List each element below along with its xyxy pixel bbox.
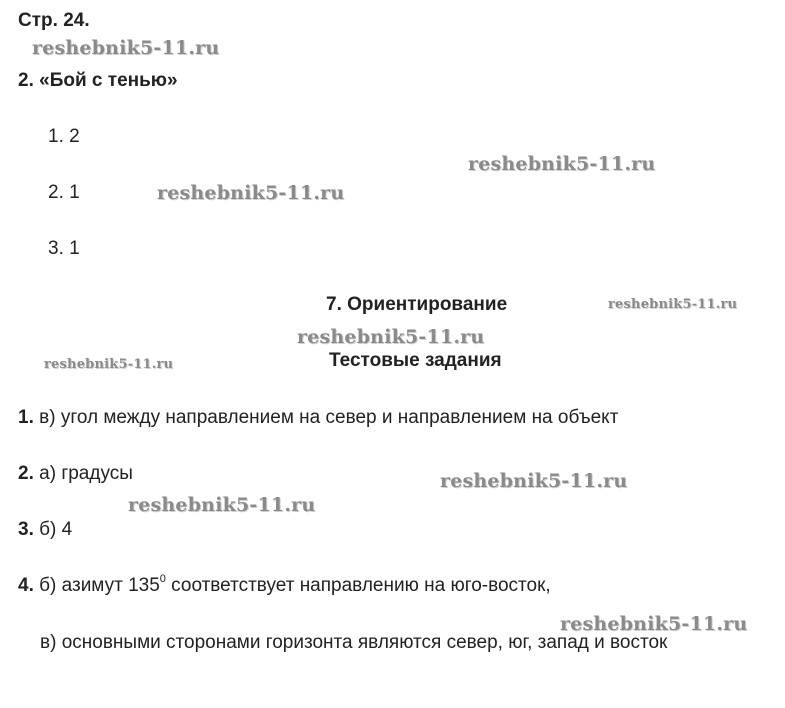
section-subtitle-tests: Тестовые задания — [329, 350, 502, 371]
test-answer-4 — [18, 575, 551, 597]
degree-superscript: 0 — [159, 573, 166, 585]
answer-item-3: 3. 1 — [48, 238, 80, 259]
test-answer-3 — [18, 519, 72, 541]
answer-item-2: 2. 1 — [48, 182, 80, 203]
answer-item-1: 1. 2 — [48, 126, 80, 147]
answer-number: 4. — [18, 575, 34, 596]
answer-number: 3. — [18, 519, 34, 540]
section-title-shadow-fight: 2. «Бой с тенью» — [18, 70, 178, 91]
answer-text-continued: соответствует направлению на юго-восток, — [165, 575, 551, 596]
answer-text: б) 4 — [39, 519, 73, 540]
watermark-text: reshebnik5-11.ru — [128, 494, 316, 516]
watermark-text: reshebnik5-11.ru — [44, 357, 174, 372]
answer-number: 2. — [18, 463, 34, 484]
answer-number: 1. — [18, 407, 34, 428]
watermark-text: reshebnik5-11.ru — [608, 297, 738, 312]
test-answer-4-option-v: в) основными сторонами горизонта являются север, юг, запад и восток — [40, 632, 668, 653]
watermark-text: reshebnik5-11.ru — [468, 153, 656, 175]
watermark-text: reshebnik5-11.ru — [157, 182, 345, 204]
watermark-text: reshebnik5-11.ru — [440, 470, 628, 492]
watermark-text: reshebnik5-11.ru — [32, 37, 220, 59]
watermark-text: reshebnik5-11.ru — [297, 326, 485, 348]
section-title-orienteering: 7. Ориентирование — [326, 294, 508, 315]
page-label: Стр. 24. — [18, 10, 90, 31]
watermark-text: reshebnik5-11.ru — [560, 613, 748, 635]
answer-text: в) угол между направлением на север и направлением на объект — [39, 407, 619, 428]
test-answer-2 — [18, 463, 133, 485]
answer-text: б) азимут 135 — [39, 575, 160, 596]
answer-text: а) градусы — [39, 463, 133, 484]
test-answer-1 — [18, 407, 618, 429]
